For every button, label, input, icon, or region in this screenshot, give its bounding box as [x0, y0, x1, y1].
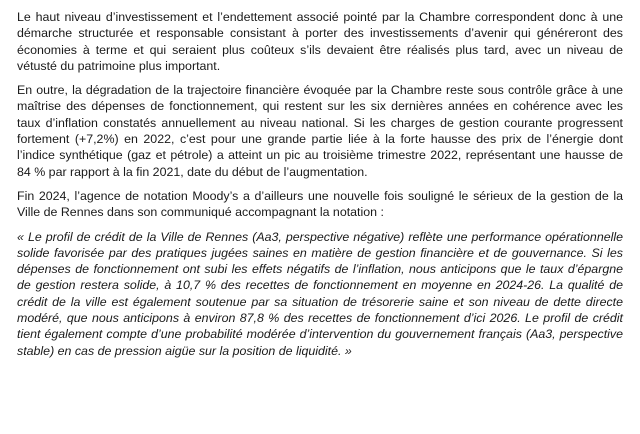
moodys-quote: « Le profil de crédit de la Ville de Rennes (Aa3, perspective négative) reflète une performance opérationnelle solide favorisée par des pratiques jugées saines en matière de gestion financière et de gouvernance. Si les dépenses de fonctionnement ont subi les effets négatifs de l’inflation, nous anticipons que le taux d’épargne de gestion restera solide, à 10,7 % des recettes de fonctionnement en moyenne en 2024-26. La qualité de crédit de la ville est également soutenue par sa situation de trésorerie saine et son niveau de dette directe modéré, que nous anticipons à environ 87,8 % des recettes de fonctionnement d’ici 2026. Le profil de crédit tient également compte d’une probabilité modérée d’intervention du gouvernement français (Aa3, perspective stable) en cas de pression aigüe sur la position de liquidité. » — [17, 229, 623, 358]
paragraph-financial-trajectory: En outre, la dégradation de la trajectoire financière évoquée par la Chambre reste sous contrôle grâce à une maîtrise des dépenses de fonctionnement, qui restent sur les six dernières années en cohérence avec les taux d’inflation constatés annuellement au niveau national. Si les charges de gestion courante progressent fortement (+7,2%) en 2022, c’est pour une grande partie liée à la forte hausse des prix de l’énergie dont l’indice synthétique (gaz et pétrole) a atteint un pic au troisième trimestre 2022, représentant une hausse de 84 % par rapport à la fin 2021, date du début de l’augmentation. — [17, 83, 623, 179]
document-page — [17, 9, 623, 359]
paragraph-moodys-intro: Fin 2024, l’agence de notation Moody’s a d’ailleurs une nouvelle fois souligné le sérieux de la gestion de la Ville de Rennes dans son communiqué accompagnant la notation : — [17, 188, 623, 220]
paragraph-investment: Le haut niveau d’investissement et l’endettement associé pointé par la Chambre correspondent donc à une démarche structurée et responsable consistant à porter des investissements d’avenir qui généreront des économies à terme et qui seraient plus coûteux s’ils devaient être réalisés plus tard, avec un niveau de vétusté du patrimoine plus important. — [17, 10, 623, 73]
